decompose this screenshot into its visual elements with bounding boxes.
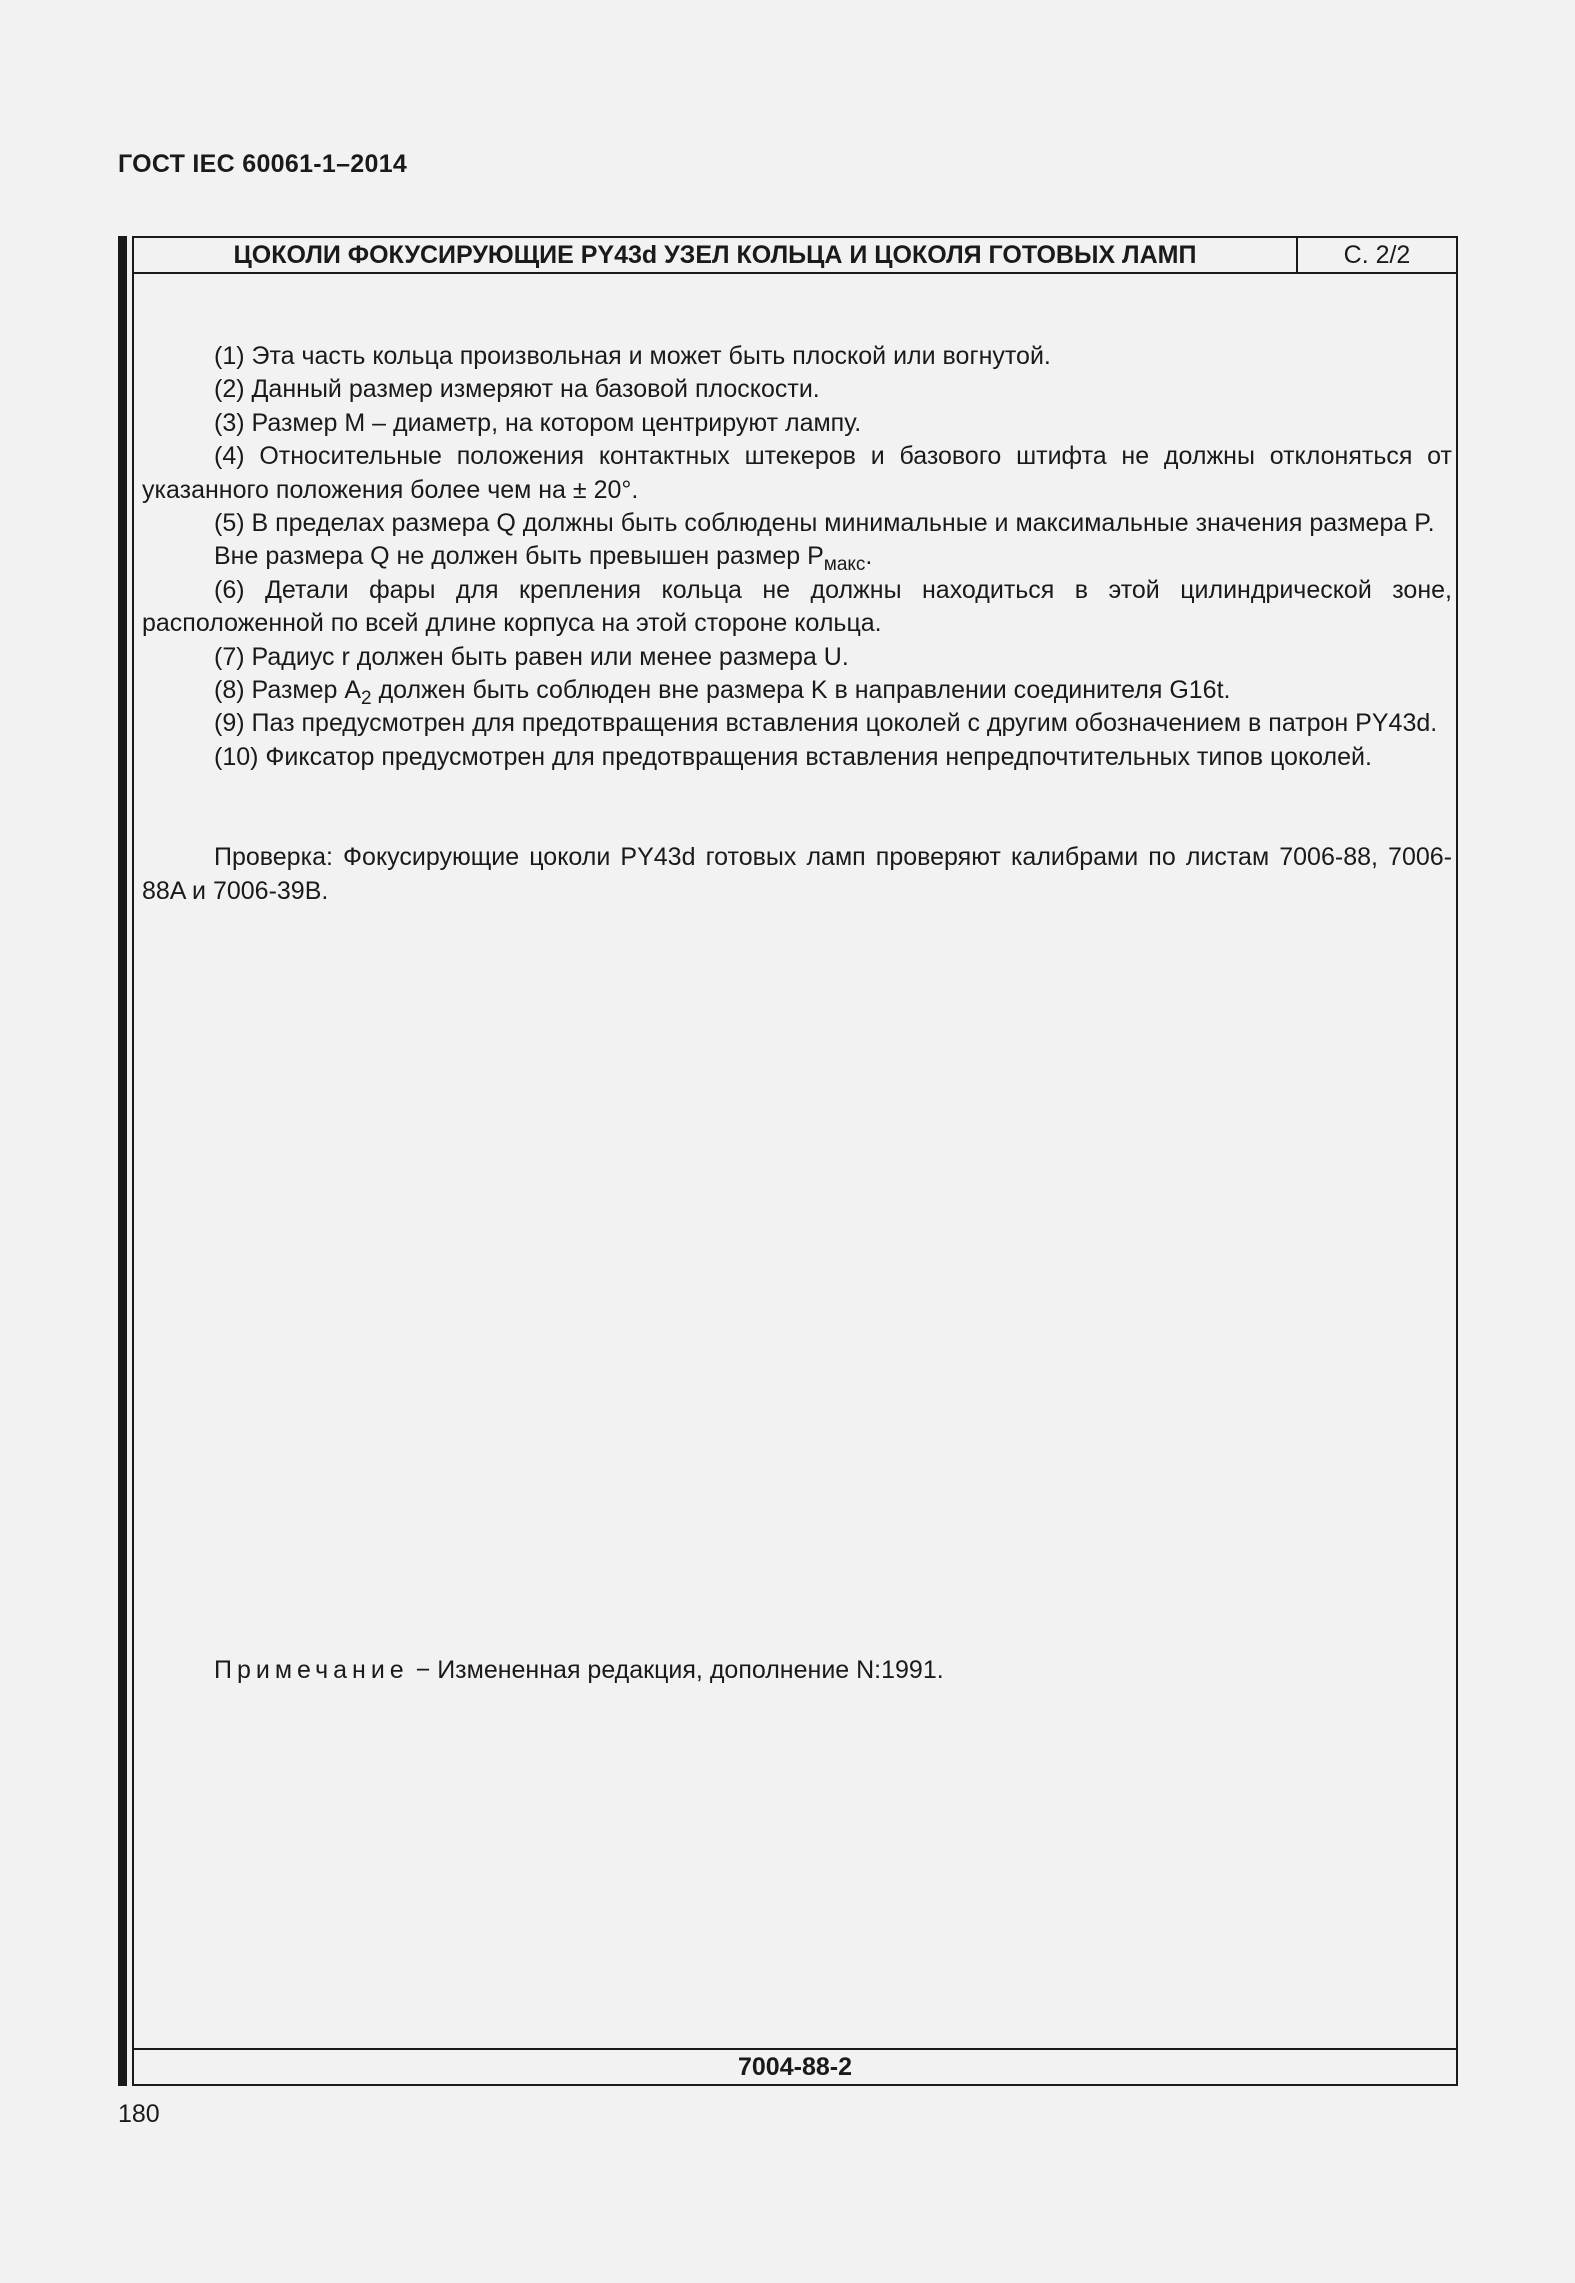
note-5: (5) В пределах размера Q должны быть соблюдены минимальные и максимальные значения размера P. xyxy=(214,509,1435,538)
sheet-left-bar xyxy=(118,236,127,2086)
note-1: (1) Эта часть кольца произвольная и может быть плоской или вогнутой. xyxy=(214,342,1051,370)
note-8-subscript: 2 xyxy=(361,688,372,710)
page-number: 180 xyxy=(118,2100,160,2128)
note-2: (2) Данный размер измеряют на базовой плоскости. xyxy=(214,375,820,404)
note-5b-subscript: макс xyxy=(823,554,866,576)
sheet-title-row xyxy=(134,238,1456,274)
sheet-title: ЦОКОЛИ ФОКУСИРУЮЩИЕ PY43d УЗЕЛ КОЛЬЦА И ЦОКОЛЯ ГОТОВЫХ ЛАМП xyxy=(134,238,1298,272)
note-6: (6) Детали фары для крепления кольца не должны находиться в этой цилиндрической зоне, расположенной по всей длине корпуса на этой стороне кольца. xyxy=(142,575,1452,638)
sheet-frame xyxy=(132,236,1458,2086)
remark-text: − Измененная редакция, дополнение N:1991. xyxy=(408,1656,944,1684)
note-5-continuation xyxy=(142,540,1452,576)
sheet-footer-code: 7004-88-2 xyxy=(134,2048,1456,2084)
note-5b-end: . xyxy=(865,542,873,571)
sheet-page-indicator: С. 2/2 xyxy=(1343,241,1411,269)
remark xyxy=(214,1656,944,1685)
note-7: (7) Радиус r должен быть равен или менее размера U. xyxy=(214,642,849,671)
remark-label: Примечание xyxy=(214,1656,409,1684)
note-5b-text: Вне размера Q не должен быть превышен размер P xyxy=(214,542,824,571)
note-10: (10) Фиксатор предусмотрен для предотвращения вставления непредпочтительных типов цоколей. xyxy=(214,742,1372,771)
note-8-text: (8) Размер A xyxy=(214,676,362,705)
note-4: (4) Относительные положения контактных штекеров и базового штифта не должны отклоняться от указанного положения более чем на ± 20°. xyxy=(142,442,1452,504)
note-9: (9) Паз предусмотрен для предотвращения вставления цоколей с другим обозначением в патрон PY43d. xyxy=(214,709,1438,738)
note-8 xyxy=(142,674,1452,710)
note-3: (3) Размер M – диаметр, на котором центрируют лампу. xyxy=(214,408,862,437)
document-standard-header: ГОСТ IEC 60061-1–2014 xyxy=(118,150,408,178)
check-paragraph: Проверка: Фокусирующие цоколи PY43d готовых ламп проверяют калибрами по листам 7006-88, 7006-88A и 7006-39B. xyxy=(142,843,1452,905)
note-8-end: должен быть соблюден вне размера K в направлении соединителя G16t. xyxy=(371,676,1231,705)
notes-body xyxy=(142,340,1452,908)
